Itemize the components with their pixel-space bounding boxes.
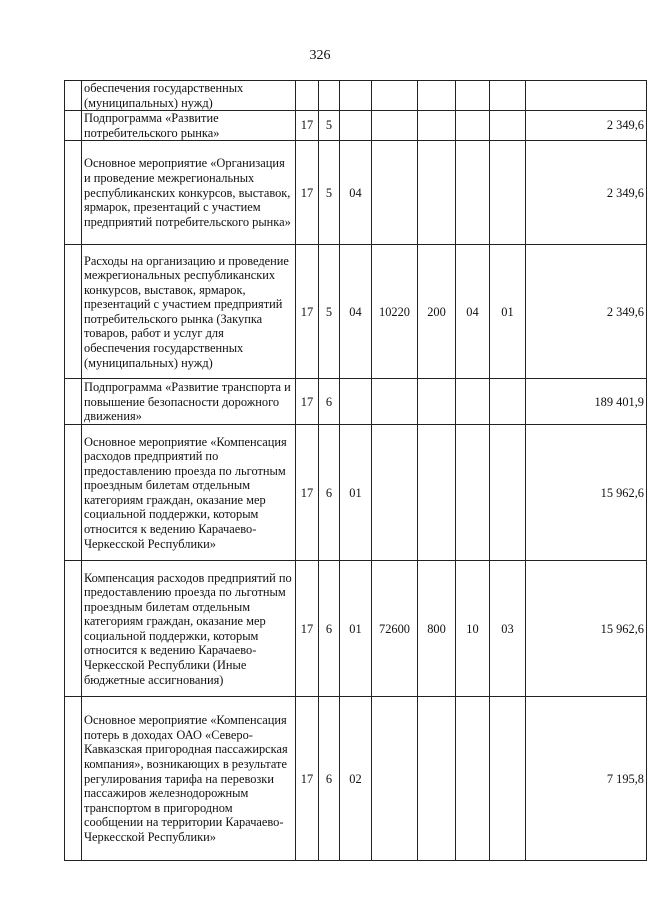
code-cell-2: 5: [319, 245, 340, 379]
code-cell-7: 03: [490, 561, 526, 697]
row-index-cell: [65, 245, 82, 379]
code-cell-5: [418, 141, 456, 245]
code-cell-3: [340, 111, 372, 141]
code-cell-3: 01: [340, 561, 372, 697]
code-cell-5: [418, 111, 456, 141]
code-cell-4: 72600: [372, 561, 418, 697]
amount-cell: 7 195,8: [526, 697, 647, 861]
code-cell-4: [372, 81, 418, 111]
row-name-cell: Расходы на организацию и проведение межрегиональных республиканских конкурсов, выставок, ярмарок, презентаций с участием предприятий потребительского рынка (Закупка товаров, работ и услуг для обеспечения государственных (муниципальных) нужд): [82, 245, 296, 379]
code-cell-4: [372, 141, 418, 245]
amount-cell: 15 962,6: [526, 561, 647, 697]
code-cell-1: 17: [296, 141, 319, 245]
code-cell-5: 800: [418, 561, 456, 697]
table-row: [65, 81, 647, 111]
code-cell-5: [418, 425, 456, 561]
code-cell-2: 6: [319, 379, 340, 425]
code-cell-7: [490, 81, 526, 111]
row-name-cell: Подпрограмма «Развитие потребительского рынка»: [82, 111, 296, 141]
row-name-cell: Основное мероприятие «Организация и проведение межрегиональных республиканских конкурсов, выставок, ярмарок, презентаций с участием предприятий потребительского рынка»: [82, 141, 296, 245]
row-name-cell: Компенсация расходов предприятий по предоставлению проезда по льготным проездным билетам отдельным категориям граждан, оказание мер социальной поддержки, которым относится к ведению Карачаево-Черкесской Республики (Иные бюджетные ассигнования): [82, 561, 296, 697]
code-cell-2: 6: [319, 697, 340, 861]
code-cell-7: [490, 425, 526, 561]
code-cell-1: 17: [296, 245, 319, 379]
table-row: [65, 111, 647, 141]
code-cell-3: [340, 81, 372, 111]
code-cell-7: 01: [490, 245, 526, 379]
code-cell-5: [418, 379, 456, 425]
code-cell-5: 200: [418, 245, 456, 379]
code-cell-4: [372, 111, 418, 141]
code-cell-6: [456, 697, 490, 861]
row-name-cell: Основное мероприятие «Компенсация расходов предприятий по предоставлению проезда по льготным проездным билетам отдельным категориям граждан, оказание мер социальной поддержки, которым относится к ведению Карачаево-Черкесской Республики»: [82, 425, 296, 561]
row-index-cell: [65, 111, 82, 141]
row-index-cell: [65, 81, 82, 111]
code-cell-3: 02: [340, 697, 372, 861]
amount-cell: 2 349,6: [526, 111, 647, 141]
code-cell-1: 17: [296, 379, 319, 425]
code-cell-6: [456, 379, 490, 425]
amount-cell: 2 349,6: [526, 245, 647, 379]
code-cell-4: 10220: [372, 245, 418, 379]
row-index-cell: [65, 379, 82, 425]
table-row: [65, 379, 647, 425]
table-row: [65, 141, 647, 245]
code-cell-6: [456, 111, 490, 141]
code-cell-1: [296, 81, 319, 111]
row-index-cell: [65, 561, 82, 697]
code-cell-3: [340, 379, 372, 425]
amount-cell: 189 401,9: [526, 379, 647, 425]
row-name-cell: Подпрограмма «Развитие транспорта и повышение безопасности дорожного движения»: [82, 379, 296, 425]
row-name-cell: обеспечения государственных (муниципальных) нужд): [82, 81, 296, 111]
code-cell-6: 04: [456, 245, 490, 379]
row-name-cell: Основное мероприятие «Компенсация потерь в доходах ОАО «Северо-Кавказская пригородная пассажирская компания», возникающих в результате регулирования тарифа на перевозки пассажиров железнодорожным транспортом в пригородном сообщении на территории Карачаево-Черкесской Республики»: [82, 697, 296, 861]
amount-cell: 2 349,6: [526, 141, 647, 245]
code-cell-3: 04: [340, 141, 372, 245]
amount-cell: [526, 81, 647, 111]
code-cell-1: 17: [296, 697, 319, 861]
code-cell-6: [456, 425, 490, 561]
code-cell-4: [372, 425, 418, 561]
row-index-cell: [65, 697, 82, 861]
code-cell-7: [490, 379, 526, 425]
code-cell-6: [456, 81, 490, 111]
code-cell-1: 17: [296, 111, 319, 141]
code-cell-2: 6: [319, 425, 340, 561]
table-row: [65, 697, 647, 861]
code-cell-6: 10: [456, 561, 490, 697]
code-cell-3: 01: [340, 425, 372, 561]
code-cell-2: 5: [319, 141, 340, 245]
code-cell-2: 6: [319, 561, 340, 697]
table-row: [65, 425, 647, 561]
code-cell-6: [456, 141, 490, 245]
code-cell-2: [319, 81, 340, 111]
code-cell-1: 17: [296, 425, 319, 561]
table-row: [65, 561, 647, 697]
code-cell-7: [490, 141, 526, 245]
table-row: [65, 245, 647, 379]
code-cell-5: [418, 81, 456, 111]
code-cell-5: [418, 697, 456, 861]
code-cell-4: [372, 379, 418, 425]
code-cell-4: [372, 697, 418, 861]
code-cell-7: [490, 111, 526, 141]
row-index-cell: [65, 425, 82, 561]
budget-table: [64, 80, 647, 861]
amount-cell: 15 962,6: [526, 425, 647, 561]
code-cell-2: 5: [319, 111, 340, 141]
code-cell-1: 17: [296, 561, 319, 697]
code-cell-3: 04: [340, 245, 372, 379]
page-number: 326: [309, 48, 331, 63]
code-cell-7: [490, 697, 526, 861]
row-index-cell: [65, 141, 82, 245]
